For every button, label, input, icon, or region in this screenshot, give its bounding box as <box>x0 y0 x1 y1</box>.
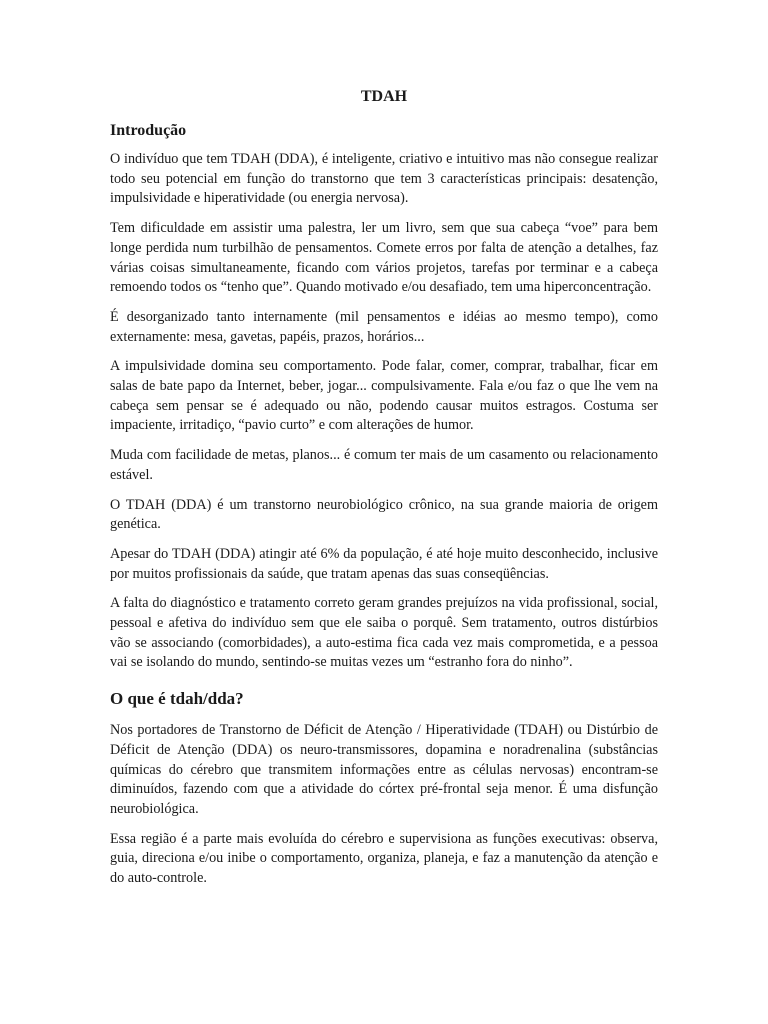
paragraph: A falta do diagnóstico e tratamento correto geram grandes prejuízos na vida profissional, social, pessoal e afetiva do indivíduo sem que ele saiba o porquê. Sem tratamento, outros distúrbios vão se associando (comorbidades), a auto-estima fica cada vez mais comprometida, e a pessoa vai se isolando do mundo, sentindo-se muitas vezes um “estranho fora do ninho”. <box>110 595 658 671</box>
paragraph: A impulsividade domina seu comportamento. Pode falar, comer, comprar, trabalhar, ficar em salas de bate papo da Internet, beber, jogar... compulsivamente. Fala e/ou faz o que lhe vem na cabeça sem pensar se é adequado ou não, podendo causar muitos estragos. Costuma ser impaciente, irritadiço, “pavio curto” e com alterações de humor. <box>110 358 658 434</box>
paragraph: Muda com facilidade de metas, planos... é comum ter mais de um casamento ou relacionamento estável. <box>110 447 658 483</box>
paragraph: Tem dificuldade em assistir uma palestra, ler um livro, sem que sua cabeça “voe” para bem longe perdida num turbilhão de pensamentos. Comete erros por falta de atenção a detalhes, faz várias coisas simultaneamente, ficando com vários projetos, tarefas por terminar e a cabeça remoendo todos os “tenho que”. Quando motivado e/ou desafiado, tem uma hiperconcentração. <box>110 220 658 296</box>
paragraph: Apesar do TDAH (DDA) atingir até 6% da população, é até hoje muito desconhecido, inclusive por muitos profissionais da saúde, que tratam apenas das suas conseqüências. <box>110 545 658 582</box>
document-page <box>110 86 658 899</box>
paragraph: O indivíduo que tem TDAH (DDA), é inteligente, criativo e intuitivo mas não consegue realizar todo seu potencial em função do transtorno que tem 3 características principais: desatenção, impulsividade e hiperatividade (ou energia nervosa). <box>110 151 658 207</box>
section-heading-introducao: Introdução <box>110 122 187 139</box>
paragraph: Nos portadores de Transtorno de Déficit de Atenção / Hiperatividade (TDAH) ou Distúrbio de Déficit de Atenção (DDA) os neuro-transmissores, dopamina e noradrenalina (substâncias químicas do cérebro que transmitem informações entre as células nervosas) encontram-se diminuídos, fazendo com que a atividade do córtex pré-frontal seja menor. É uma disfunção neurobiológica. <box>110 722 658 817</box>
paragraph: É desorganizado tanto internamente (mil pensamentos e idéias ao mesmo tempo), como externamente: mesa, gavetas, papéis, prazos, horários... <box>110 308 658 345</box>
paragraph: Essa região é a parte mais evoluída do cérebro e supervisiona as funções executivas: observa, guia, direciona e/ou inibe o comportamento, organiza, planeja, e faz a manutenção da atenção e do auto-controle. <box>110 830 658 887</box>
section-introducao <box>110 120 658 673</box>
document-title: TDAH <box>360 88 408 105</box>
section-heading-o-que-e: O que é tdah/dda? <box>110 689 244 709</box>
paragraph: O TDAH (DDA) é um transtorno neurobiológico crônico, na sua grande maioria de origem genética. <box>110 496 658 533</box>
section-o-que-e <box>110 687 658 889</box>
